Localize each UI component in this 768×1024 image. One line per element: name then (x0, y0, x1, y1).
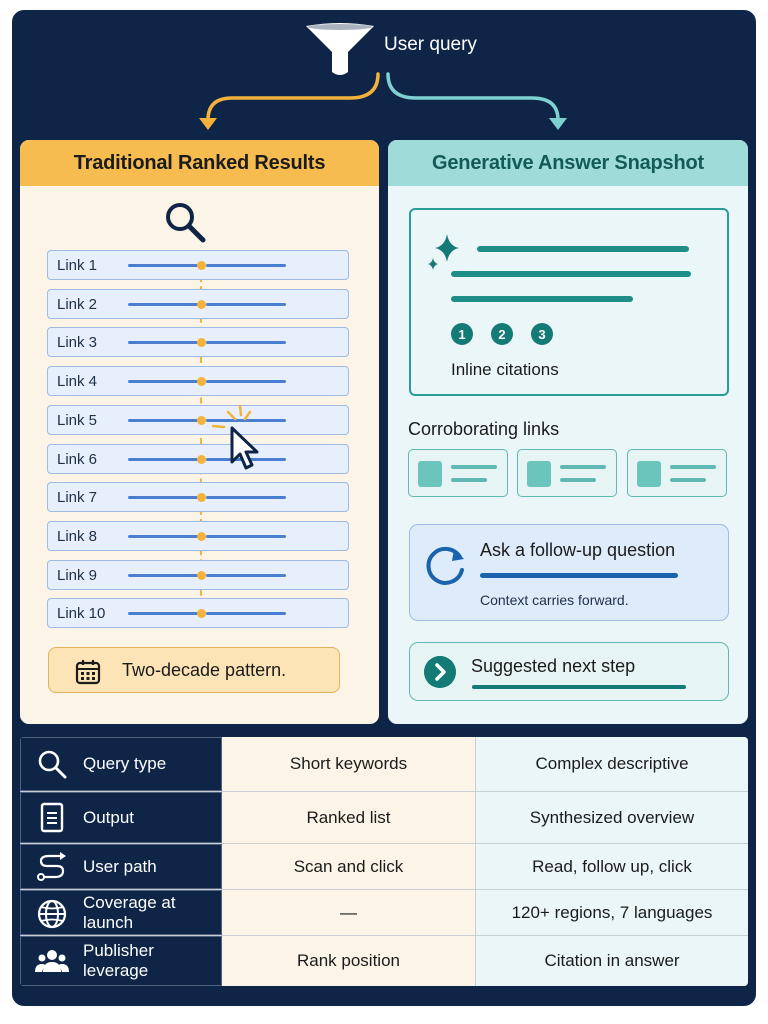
refresh-icon (422, 543, 468, 589)
generative-title: Generative Answer Snapshot (388, 140, 748, 186)
link-row[interactable] (47, 327, 349, 357)
link-row[interactable] (47, 366, 349, 396)
corroborating-link-card[interactable] (517, 449, 617, 497)
scan-dot (197, 455, 206, 464)
link-label: Link 5 (57, 411, 98, 429)
link-row[interactable] (47, 444, 349, 474)
link-row[interactable] (47, 521, 349, 551)
scan-dot (197, 571, 206, 580)
link-row[interactable] (47, 405, 349, 435)
link-snippet-bar (128, 458, 198, 461)
traditional-cell: Rank position (222, 936, 476, 986)
link-snippet-bar (206, 496, 286, 499)
generative-panel (388, 140, 748, 724)
link-snippet-bar (128, 535, 198, 538)
citation-badge[interactable]: 3 (531, 323, 553, 345)
generative-cell: Citation in answer (476, 936, 748, 986)
corroborating-label: Corroborating links (408, 419, 560, 439)
scan-dot (197, 300, 206, 309)
next-step-title: Suggested next step (471, 656, 636, 676)
text-line (451, 465, 497, 469)
traditional-cell: — (222, 890, 476, 935)
link-label: Link 8 (57, 527, 98, 545)
row-label: Output (83, 807, 135, 827)
follow-up-card[interactable] (409, 524, 729, 621)
row-label: Coverage at launch (83, 892, 176, 932)
text-line (560, 478, 596, 482)
corroborating-link-card[interactable] (408, 449, 508, 497)
table-row (20, 935, 748, 986)
follow-up-input-bar (480, 573, 678, 578)
sparkle-icon (425, 230, 465, 274)
answer-snapshot-card (409, 208, 729, 396)
row-header (20, 890, 222, 935)
search-icon (160, 197, 210, 247)
thumbnail (527, 461, 551, 487)
thumbnail (637, 461, 661, 487)
text-line (560, 465, 606, 469)
link-snippet-bar (206, 380, 286, 383)
link-snippet-bar (128, 264, 198, 267)
search-icon (35, 747, 69, 781)
chevron-right-icon (424, 656, 456, 688)
globe-icon (35, 897, 69, 931)
scan-dot (197, 493, 206, 502)
generative-cell: Synthesized overview (476, 792, 748, 843)
row-header (20, 936, 222, 986)
generative-cell: 120+ regions, 7 languages (476, 890, 748, 935)
scan-dot (197, 377, 206, 386)
traditional-title: Traditional Ranked Results (20, 140, 379, 186)
scan-dot (197, 338, 206, 347)
table-row (20, 737, 748, 791)
link-label: Link 3 (57, 334, 98, 352)
corroborating-link-card[interactable] (627, 449, 727, 497)
link-row[interactable] (47, 482, 349, 512)
follow-up-title: Ask a follow-up question (480, 540, 676, 560)
link-label: Link 2 (57, 295, 98, 313)
link-snippet-bar (128, 419, 198, 422)
document-icon (35, 801, 69, 835)
scan-dot (197, 532, 206, 541)
traditional-cell: Short keywords (222, 737, 476, 791)
table-row (20, 791, 748, 843)
citation-badge[interactable]: 2 (491, 323, 513, 345)
link-snippet-bar (128, 341, 198, 344)
link-row[interactable] (47, 289, 349, 319)
link-label: Link 1 (57, 257, 98, 274)
row-header (20, 792, 222, 843)
link-row[interactable] (47, 250, 349, 280)
path-icon (35, 851, 69, 885)
table-row (20, 889, 748, 935)
link-snippet-bar (206, 264, 286, 267)
traditional-cell: Scan and click (222, 844, 476, 889)
traditional-cell: Ranked list (222, 792, 476, 843)
citations-label: Inline citations (451, 360, 559, 379)
text-line (451, 478, 487, 482)
text-line (670, 478, 706, 482)
link-label: Link 4 (57, 373, 98, 391)
people-icon (35, 945, 69, 979)
row-label: User path (83, 856, 157, 876)
generative-cell: Complex descriptive (476, 737, 748, 791)
thumbnail (418, 461, 442, 487)
generative-cell: Read, follow up, click (476, 844, 748, 889)
link-snippet-bar (128, 574, 198, 577)
answer-line (477, 246, 689, 252)
row-header (20, 737, 222, 791)
answer-line (451, 271, 691, 277)
traditional-panel (20, 140, 379, 724)
pattern-text: Two-decade pattern. (122, 660, 287, 680)
link-row[interactable] (47, 598, 349, 628)
next-step-bar (472, 685, 686, 689)
row-header (20, 844, 222, 889)
citation-badge[interactable]: 1 (451, 323, 473, 345)
link-snippet-bar (128, 496, 198, 499)
link-snippet-bar (206, 341, 286, 344)
link-snippet-bar (128, 303, 198, 306)
branch-arrows (0, 0, 768, 140)
table-row (20, 843, 748, 889)
link-snippet-bar (128, 380, 198, 383)
calendar-icon (75, 659, 101, 685)
user-query-label: User query (384, 34, 477, 55)
row-label: Query type (83, 754, 167, 773)
scan-dot (197, 609, 206, 618)
link-label: Link 7 (57, 489, 98, 507)
pattern-note (48, 647, 340, 693)
link-snippet-bar (206, 612, 286, 615)
scan-dot (197, 416, 206, 425)
link-snippet-bar (206, 303, 286, 306)
link-snippet-bar (206, 574, 286, 577)
row-label: Publisher leverage (83, 941, 154, 980)
text-line (670, 465, 716, 469)
answer-line (451, 296, 633, 302)
cursor-click-icon (210, 402, 270, 472)
scan-dot (197, 261, 206, 270)
link-label: Link 10 (57, 605, 106, 623)
comparison-table (20, 737, 748, 986)
follow-up-subtitle: Context carries forward. (480, 592, 629, 608)
link-snippet-bar (206, 535, 286, 538)
link-snippet-bar (128, 612, 198, 615)
link-row[interactable] (47, 560, 349, 590)
next-step-card[interactable] (409, 642, 729, 701)
link-label: Link 9 (57, 566, 98, 584)
link-label: Link 6 (57, 450, 98, 468)
